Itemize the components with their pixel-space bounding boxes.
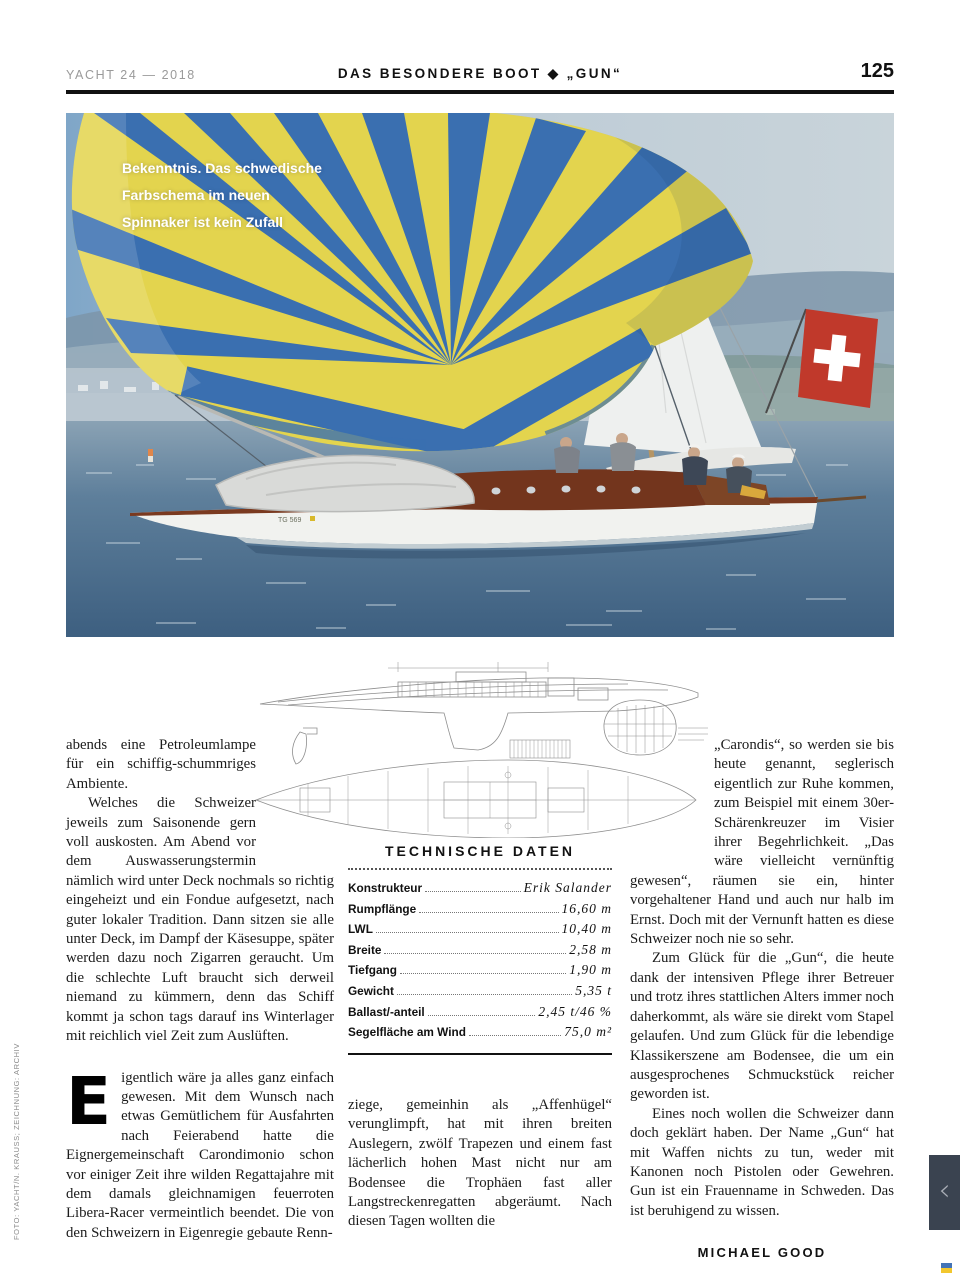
dot-leader <box>469 1035 561 1036</box>
section-title: DAS BESONDERE BOOT ◆ „GUN“ <box>337 66 623 81</box>
tech-value: 5,35 t <box>575 982 612 998</box>
tech-row <box>348 1004 612 1020</box>
tech-label: Tiefgang <box>348 963 397 978</box>
paragraph: Zum Glück für die „Gun“, die heute dank der intensiven Pflege ihrer Betreuer und trotz ihres stattlichen Alters immer noch daherkommt, als wäre sie direkt vom Stapel gelaufen. Und zum Glück für die lebendige Klassikerszene am Bodensee, die um ein ausgesprochenes Schmuckstück reicher geworden ist. <box>630 950 894 1103</box>
dot-leader <box>428 1015 536 1016</box>
paragraph-text: igentlich wäre ja alles ganz einfach gewesen. Mit dem Wunsch nach etwas Gemütlichem für Ausfahrten nach Feierabend hatte die Eignergemeinschaft Carondimonio schon vor einiger Zeit ihre wilden Regattajahre mit dem damals gleichnamigen feuerroten Libera-Racer vermeintlich beendet. Die von den Schweizern in Eigenregie gebaute Renn- <box>66 1069 334 1241</box>
tech-value: 75,0 m² <box>564 1024 612 1040</box>
tech-label: Breite <box>348 942 382 957</box>
dot-leader <box>425 891 521 892</box>
drop-cap: E <box>66 1062 112 1140</box>
tech-data-title: TECHNISCHE DATEN <box>384 843 576 859</box>
page-number: 125 <box>860 60 894 82</box>
dot-leader <box>376 932 559 933</box>
tech-value: 16,60 m <box>561 900 612 916</box>
tech-label: LWL <box>348 922 373 937</box>
tech-label: Segelfläche am Wind <box>348 1025 466 1040</box>
tech-label: Rumpflänge <box>348 901 417 916</box>
tech-row <box>348 901 612 917</box>
dot-leader <box>419 912 558 913</box>
tech-data-box <box>348 843 612 1055</box>
tech-row <box>348 983 612 999</box>
dot-leader <box>400 973 566 974</box>
tech-row <box>348 880 612 896</box>
paragraph: abends eine Petroleumlampe für ein schiffig-schummriges Ambiente. <box>66 737 256 792</box>
article-column-3 <box>630 736 894 1261</box>
tech-row <box>348 942 612 958</box>
photo-credit: FOTO: YACHT/N. KRAUSS; ZEICHNUNG: ARCHIV <box>12 1043 21 1240</box>
magazine-issue: YACHT 24 — 2018 <box>66 68 196 82</box>
caption-line: Spinnaker ist kein Zufall <box>122 214 284 230</box>
dot-leader <box>384 953 566 954</box>
author-byline: MICHAEL GOOD <box>697 1245 827 1261</box>
paragraph: Welches die Schweizer jeweils zum Saisonende gern voll auskosten. Am Abend vor dem Auswasserungstermin nämlich wird unter Deck nochmals so richtig eingeheizt und ein Fondue aufgesetzt, nach guter lokaler Tradition. Dann sitzen sie alle unter Deck, im Dampf der Käsesuppe, später werden dazu noch Zigarren geraucht. Um die schlechte Luft braucht sich derweil niemand zu kümmern, denn das Schiff kommt ja schon tags darauf ins Winterlager mit reichlich viel Zeit zum Auslüften. <box>66 795 334 1045</box>
tech-value: 1,90 m <box>569 962 612 978</box>
drawing-overlap-spacer <box>630 736 714 853</box>
solid-rule <box>348 1053 612 1055</box>
tech-label: Gewicht <box>348 983 394 998</box>
tech-label: Konstrukteur <box>348 881 423 895</box>
hero-photo <box>66 113 894 637</box>
paragraph: ziege, gemeinhin als „Affenhügel“ verunglimpft, hat mit ihren breiten Auslegern, zwölf Trapezen und einem fast lächerlich hohen Mast nicht nur am Bodensee die Trophäen fast aller Langstreckenregatten abgeräumt. Nach diesen Tagen wollten die <box>348 1097 612 1230</box>
tech-row <box>348 921 612 937</box>
tech-value: 10,40 m <box>561 921 612 937</box>
hull-registration: TG 569 <box>278 517 302 524</box>
chevron-left-icon[interactable]: ‹ <box>938 1173 951 1208</box>
dot-leader <box>397 994 572 995</box>
hull-mark <box>310 516 315 521</box>
paragraph-dropcap <box>66 1062 334 1244</box>
tech-row <box>348 1024 612 1040</box>
mini-flag-icon <box>941 1263 952 1273</box>
dotted-rule <box>348 868 612 870</box>
drawing-overlap-spacer <box>256 736 334 853</box>
photo-caption <box>122 155 322 236</box>
tech-value: 2,45 t/46 % <box>538 1003 612 1019</box>
caption-line: Farbschema im neuen <box>122 187 270 203</box>
tech-label: Ballast/-anteil <box>348 1004 425 1019</box>
paragraph: „Carondis“, so werden sie bis heute genannt, seglerisch eigentlich zur Ruhe kommen, zum Beispiel mit einem 30er-Schärenkreuzer im Visier ihrer Begehrlichkeit. „Das wäre vielleicht vernünftig gewesen“, räumen sie ein, hinter vorgehaltener Hand und auch nur halb im Ernst. Doch mit der Vernunft hatten es diese Schweizer noch nie so sehr. <box>630 737 894 948</box>
article-column-1 <box>66 736 334 1241</box>
tech-row <box>348 962 612 978</box>
paragraph: Eines noch wollen die Schweizer dann doch geklärt haben. Der Name „Gun“ hat mit Waffen nichts zu tun, weder mit Kanonen noch Pistolen oder Gewehren. Gun ist ein Frauenname in Schweden. Das ist beruhigend zu wissen. <box>630 1105 894 1219</box>
tech-value: 2,58 m <box>569 941 612 957</box>
page-header <box>66 62 894 86</box>
header-rule <box>66 90 894 94</box>
caption-line: Bekenntnis. Das schwedische <box>122 160 322 176</box>
article-column-2 <box>348 1096 612 1232</box>
mini-flag-bottom <box>941 1268 952 1273</box>
tech-value: Erik Salander <box>523 880 612 895</box>
back-nav-overlay[interactable] <box>929 1155 960 1230</box>
buoy <box>148 449 153 462</box>
